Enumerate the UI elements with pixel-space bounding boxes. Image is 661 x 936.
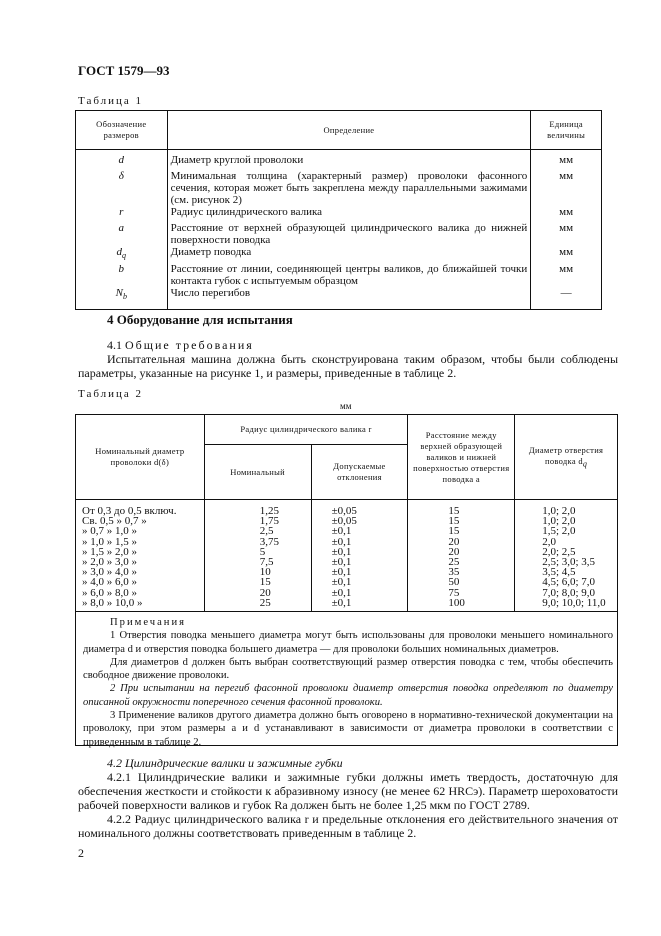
table2-cell-r: 7,5 xyxy=(204,557,311,567)
table2-cell-a: 15 xyxy=(408,516,515,526)
table1-unit: мм xyxy=(531,222,602,246)
table1-row xyxy=(76,170,602,206)
table1-symbol xyxy=(76,150,168,171)
symbol-main: a xyxy=(118,222,125,235)
table1-definition: Расстояние от линии, соединяющей центры валиков, до ближайшей точки контакта губок с испытуемым образцом xyxy=(170,262,528,287)
table2-cell-a: 25 xyxy=(408,557,515,567)
table2-cell-tol: ±0,05 xyxy=(311,516,408,526)
table2-cell-range: » 4,0 » 6,0 » xyxy=(76,577,205,587)
symbol-subscript: b xyxy=(122,291,127,301)
table1 xyxy=(75,110,602,310)
table2-cell-r: 2,5 xyxy=(204,526,311,536)
table1-header-unit: Единица величины xyxy=(531,111,602,150)
table1-unit: мм xyxy=(531,206,602,222)
table2 xyxy=(75,414,618,612)
table1-unit: мм xyxy=(531,246,602,262)
table1-header-definition: Определение xyxy=(167,111,531,150)
table1-row xyxy=(76,263,602,287)
table2-cell-dq: 1,0; 2,0 xyxy=(542,515,576,528)
table2-header-tolerance: Допускаемые отклонения xyxy=(311,445,408,500)
table2-cell-r: 1,75 xyxy=(204,516,311,526)
table1-row xyxy=(76,222,602,246)
table2-header-distance: Расстояние между верхней образующей валиков и нижней поверхностью отверстия поводка a xyxy=(408,415,515,500)
table2-cell-r: 5 xyxy=(204,547,311,557)
note-2: 2 При испытании на перегиб фасонной проволоки диаметр отверстия поводка определяют по диаметру описанной окружности поперечного сечения фасонной проволоки. xyxy=(83,683,613,708)
table1-definition: Диаметр поводка xyxy=(170,246,252,259)
symbol-main: δ xyxy=(118,170,124,183)
table2-cell-range: » 1,5 » 2,0 » xyxy=(76,547,205,557)
table2-cell-r: 20 xyxy=(204,588,311,598)
table2-notes xyxy=(75,610,618,746)
symbol-main: N xyxy=(115,286,123,299)
table1-unit: мм xyxy=(531,170,602,206)
note-1: 1 Отверстия поводка меньшего диаметра могут быть использованы для проволоки меньшего номинального диаметра d и отверстия поводка большего диаметра — для проволоки больших номинальных диаметров. xyxy=(83,630,613,655)
table2-cell-a: 20 xyxy=(408,547,515,557)
section-4-title: 4 Оборудование для испытания xyxy=(107,312,293,327)
table2-cell-dq: 2,0 xyxy=(542,535,556,548)
table1-unit: мм xyxy=(531,150,602,171)
table2-cell-r: 15 xyxy=(204,577,311,587)
table2-cell-tol: ±0,1 xyxy=(311,547,408,557)
table2-cell-tol: ±0,1 xyxy=(311,567,408,577)
table1-symbol xyxy=(76,246,168,262)
table2-cell-dq: 2,5; 3,0; 3,5 xyxy=(542,556,596,569)
table1-unit: — xyxy=(531,287,602,310)
table2-cell-range: От 0,3 до 0,5 включ. xyxy=(76,500,205,517)
table1-symbol xyxy=(76,206,168,222)
page-number: 2 xyxy=(78,846,84,860)
table2-header-hole-sub: q xyxy=(582,459,588,469)
table2-cell-a: 75 xyxy=(408,588,515,598)
symbol-main: r xyxy=(119,206,124,219)
document-header: ГОСТ 1579—93 xyxy=(78,63,170,78)
table2-cell-range: Св. 0,5 » 0,7 » xyxy=(76,516,205,526)
symbol-main: d xyxy=(116,246,123,259)
table1-symbol xyxy=(76,263,168,287)
table1-definition: Минимальная толщина (характерный размер) проволоки фасонного сечения, которая может быть закреплена между параллельными зажимами (см. рисунок 2) xyxy=(170,170,528,207)
symbol-main: b xyxy=(118,262,125,275)
table1-unit: мм xyxy=(531,263,602,287)
table2-cell-tol: ±0,1 xyxy=(311,537,408,547)
table2-header-hole-text: Диаметр отверстия поводка d xyxy=(528,444,604,466)
table2-cell-a: 100 xyxy=(408,598,515,612)
table1-caption: Таблица 1 xyxy=(78,95,144,107)
table2-cell-dq: 4,5; 6,0; 7,0 xyxy=(542,576,596,589)
table2-cell-tol: ±0,1 xyxy=(311,588,408,598)
subsection-4-1-heading xyxy=(107,338,617,352)
table2-cell-a: 35 xyxy=(408,567,515,577)
table2-cell-range: » 1,0 » 1,5 » xyxy=(76,537,205,547)
table1-symbol xyxy=(76,170,168,206)
table2-row xyxy=(76,500,618,517)
table2-cell-a: 15 xyxy=(408,526,515,536)
table2-cell-r: 1,25 xyxy=(204,500,311,517)
table2-header-nominal: Номинальный xyxy=(204,445,311,500)
symbol-subscript: q xyxy=(122,251,127,261)
table2-cell-range: » 2,0 » 3,0 » xyxy=(76,557,205,567)
table2-caption: Таблица 2 xyxy=(78,388,144,400)
table2-header-hole xyxy=(515,415,618,500)
table2-cell-r: 3,75 xyxy=(204,537,311,547)
table1-row xyxy=(76,206,602,222)
table2-unit-note: мм xyxy=(340,401,352,411)
table1-definition: Диаметр круглой проволоки xyxy=(170,154,304,166)
table2-cell-a: 20 xyxy=(408,537,515,547)
table2-cell-range: » 3,0 » 4,0 » xyxy=(76,567,205,577)
table2-cell-range: » 6,0 » 8,0 » xyxy=(76,588,205,598)
table2-cell-dq: 1,5; 2,0 xyxy=(542,525,576,538)
table2-cell-tol: ±0,1 xyxy=(311,577,408,587)
notes-title: Примечания xyxy=(110,617,186,628)
table1-symbol xyxy=(76,222,168,246)
subsection-4-2-heading: 4.2 Цилиндрические валики и зажимные губки xyxy=(107,756,343,770)
table2-cell-dq: 2,0; 2,5 xyxy=(542,545,576,558)
table2-header-nominal-diameter: Номинальный диаметр проволоки d(δ) xyxy=(76,415,205,500)
note-3: 3 Применение валиков другого диаметра должно быть оговорено в нормативно-технической документации на проволоку, при этом размеры a и d устанавливают в зависимости от диаметра проволоки в соответствии с приведенным в таблице 2. xyxy=(83,710,613,748)
table1-symbol xyxy=(76,287,168,310)
table2-cell-range: » 0,7 » 1,0 » xyxy=(76,526,205,536)
table1-header-symbol: Обозначение размеров xyxy=(76,111,168,150)
subsection-4-1-number: 4.1 xyxy=(107,338,122,352)
table2-cell-dq: 7,0; 8,0; 9,0 xyxy=(542,586,596,599)
table1-row xyxy=(76,287,602,310)
paragraph-4-2-2: 4.2.2 Радиус цилиндрического валика r и предельные отклонения его действительного значения от номинального должны соответствовать приведенным в таблице 2. xyxy=(78,812,618,840)
symbol-main: d xyxy=(118,154,125,166)
note-1b: Для диаметров d должен быть выбран соответствующий размер отверстия поводка с тем, чтобы обеспечить свободное движение проволоки. xyxy=(83,656,613,682)
table2-header-radius: Радиус цилиндрического валика r xyxy=(204,415,408,445)
subsection-4-1-title: Общие требования xyxy=(125,338,254,352)
table2-cell-range: » 8,0 » 10,0 » xyxy=(76,598,205,612)
table2-cell-tol: ±0,1 xyxy=(311,526,408,536)
table2-cell-a: 15 xyxy=(408,500,515,517)
table2-cell-tol: ±0,05 xyxy=(311,500,408,517)
table2-cell-r: 25 xyxy=(204,598,311,612)
table1-definition: Расстояние от верхней образующей цилиндрического валика до нижней поверхности поводка xyxy=(170,222,528,247)
table1-definition: Число перегибов xyxy=(170,286,251,299)
table1-row xyxy=(76,246,602,262)
table1-row xyxy=(76,150,602,171)
table2-cell-tol: ±0,1 xyxy=(311,598,408,612)
paragraph-4-1: Испытательная машина должна быть сконструирована таким образом, чтобы были соблюдены параметры, указанные на рисунке 1, и размеры, приведенные в таблице 2. xyxy=(78,352,618,380)
table2-cell-a: 50 xyxy=(408,577,515,587)
table2-cell-dq: 9,0; 10,0; 11,0 xyxy=(542,596,606,609)
table1-definition: Радиус цилиндрического валика xyxy=(170,206,323,219)
table2-cell-dq: 3,5; 4,5 xyxy=(542,566,576,579)
table2-cell-dq: 1,0; 2,0 xyxy=(542,505,576,517)
paragraph-4-2-1: 4.2.1 Цилиндрические валики и зажимные губки должны иметь твердость, достаточную для обеспечения жесткости и стойкости к абразивному износу (не менее 62 HRCэ). Параметр шероховатости рабочей поверхности валиков и губок Ra должен быть не более 1,25 мкм по ГОСТ 2789. xyxy=(78,770,618,812)
table2-cell-r: 10 xyxy=(204,567,311,577)
table2-cell-tol: ±0,1 xyxy=(311,557,408,567)
